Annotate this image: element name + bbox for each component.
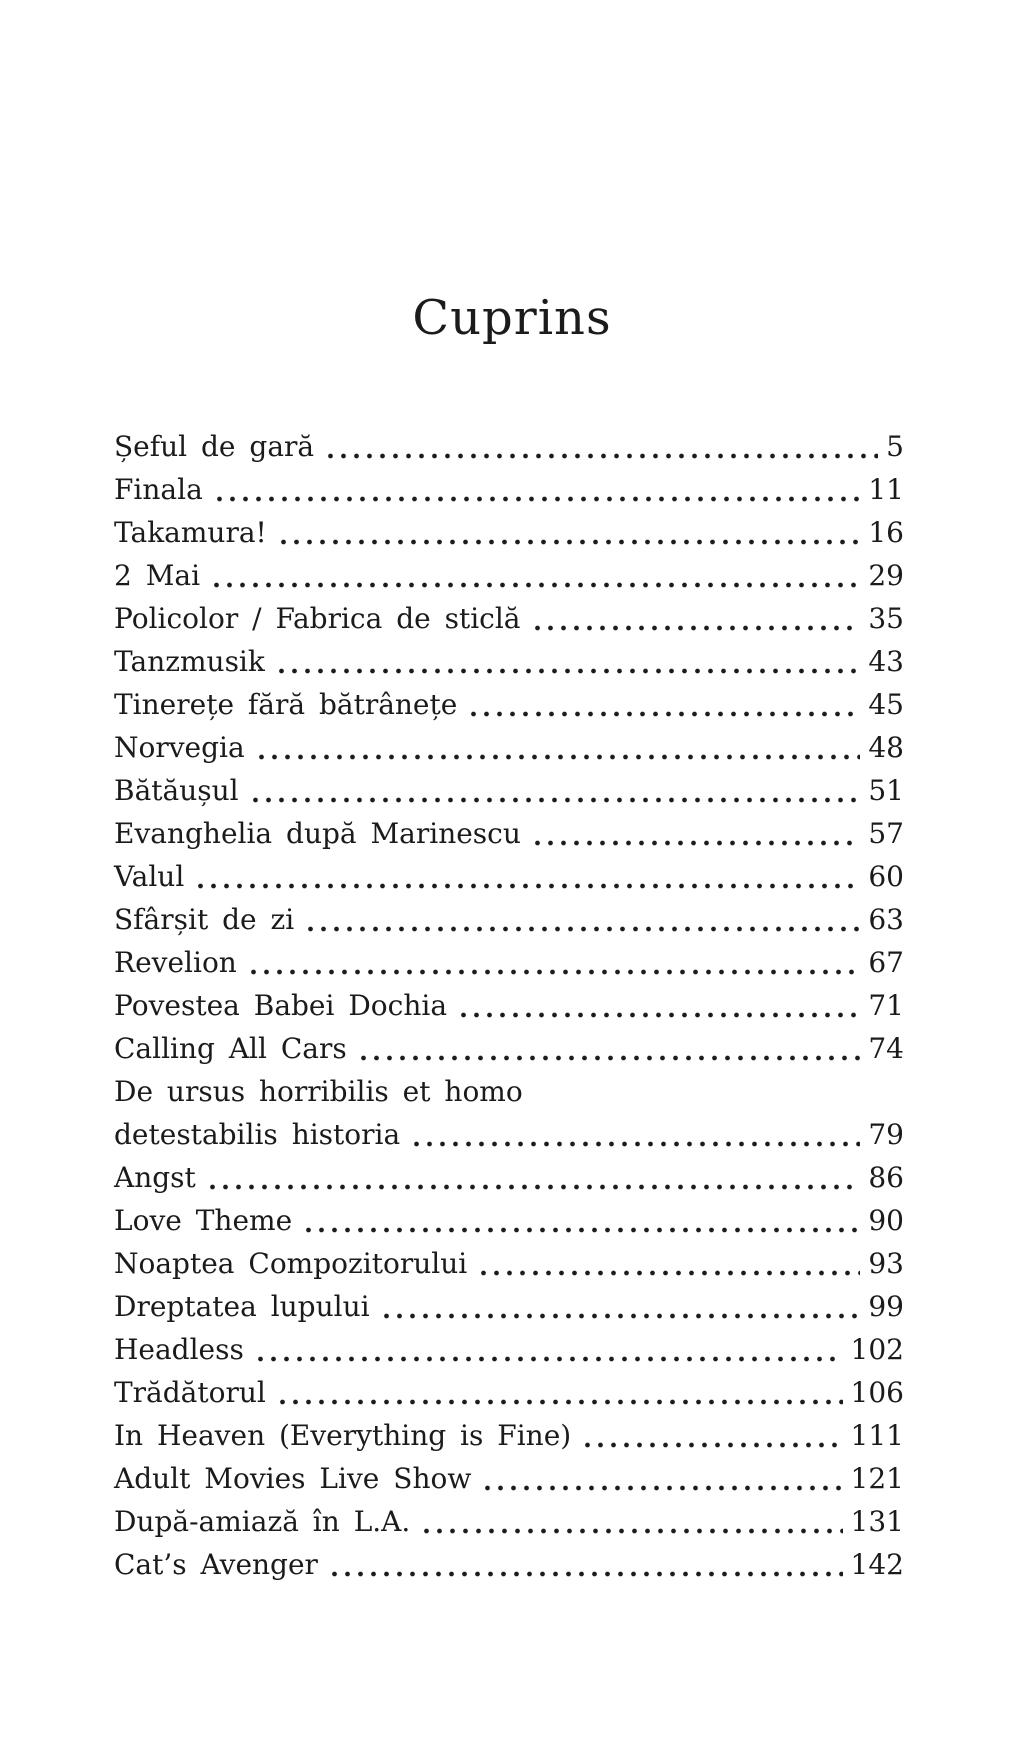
toc-entry-page-number: 74 bbox=[868, 1031, 904, 1065]
toc-entry-title: Adult Movies Live Show bbox=[114, 1461, 472, 1495]
toc-entry bbox=[114, 468, 904, 511]
toc-entry-title: Angst bbox=[114, 1160, 196, 1194]
dotted-leader bbox=[302, 1227, 860, 1233]
toc-entry-title: Evanghelia după Marinescu bbox=[114, 816, 521, 850]
toc-entry-title: Cat’s Avenger bbox=[114, 1547, 318, 1581]
dotted-leader bbox=[531, 625, 861, 631]
toc-entry-title: 2 Mai bbox=[114, 558, 201, 592]
toc-entry-page-number: 60 bbox=[868, 859, 904, 893]
toc-entry bbox=[114, 1414, 904, 1457]
toc-entry-page-number: 102 bbox=[850, 1332, 904, 1366]
toc-entry-title: Love Theme bbox=[114, 1203, 293, 1237]
toc-entry bbox=[114, 1457, 904, 1500]
toc-entry-title: Tinerețe fără bătrânețe bbox=[114, 687, 458, 721]
toc-entry bbox=[114, 855, 904, 898]
toc-entry-title: Tanzmusik bbox=[114, 644, 265, 678]
toc-entry-title: Șeful de gară bbox=[114, 429, 315, 463]
toc-entry-page-number: 111 bbox=[850, 1418, 904, 1452]
toc-entry-page-number: 99 bbox=[868, 1289, 904, 1323]
toc-entry-title: In Heaven (Everything is Fine) bbox=[114, 1418, 572, 1452]
toc-entry-title: Revelion bbox=[114, 945, 237, 979]
dotted-leader bbox=[247, 969, 861, 975]
dotted-leader bbox=[457, 1012, 860, 1018]
dotted-leader bbox=[410, 1141, 860, 1147]
dotted-leader bbox=[477, 1270, 860, 1276]
dotted-leader bbox=[328, 1571, 843, 1577]
toc-entry-page-number: 79 bbox=[868, 1117, 904, 1151]
toc-entry-title: Calling All Cars bbox=[114, 1031, 347, 1065]
toc-entry bbox=[114, 425, 904, 468]
toc-entry bbox=[114, 984, 904, 1027]
toc-entry-page-number: 51 bbox=[868, 773, 904, 807]
toc-entry-page-number: 90 bbox=[868, 1203, 904, 1237]
dotted-leader bbox=[531, 840, 860, 846]
toc-entry-page-number: 11 bbox=[868, 472, 904, 506]
dotted-leader bbox=[276, 1399, 843, 1405]
toc-entry-title: Takamura! bbox=[114, 515, 267, 549]
toc-entry bbox=[114, 1027, 904, 1070]
toc-entry-page-number: 67 bbox=[868, 945, 904, 979]
toc-entry-page-number: 86 bbox=[868, 1160, 904, 1194]
dotted-leader bbox=[255, 754, 861, 760]
toc-entry-page-number: 131 bbox=[850, 1504, 904, 1538]
toc-entry bbox=[114, 511, 904, 554]
toc-entry bbox=[114, 1199, 904, 1242]
toc-entry-title: Norvegia bbox=[114, 730, 245, 764]
toc-entry bbox=[114, 554, 904, 597]
toc-entry-page-number: 43 bbox=[868, 644, 904, 678]
toc-entry bbox=[114, 1285, 904, 1328]
toc-entry-page-number: 71 bbox=[868, 988, 904, 1022]
toc-entry-page-number: 93 bbox=[868, 1246, 904, 1280]
dotted-leader bbox=[249, 797, 861, 803]
toc-entry-title: Noaptea Compozitorului bbox=[114, 1246, 468, 1280]
toc-entry-page-number: 57 bbox=[868, 816, 904, 850]
toc-entry-title: detestabilis historia bbox=[114, 1117, 401, 1151]
toc-entry bbox=[114, 941, 904, 984]
toc-entry bbox=[114, 597, 904, 640]
toc-entry bbox=[114, 683, 904, 726]
toc-entry bbox=[114, 1543, 904, 1586]
toc-entry-page-number: 63 bbox=[868, 902, 904, 936]
dotted-leader bbox=[210, 582, 860, 588]
toc-entry bbox=[114, 1113, 904, 1156]
toc-entry bbox=[114, 1328, 904, 1371]
toc-entry-title: După-amiază în L.A. bbox=[114, 1504, 411, 1538]
dotted-leader bbox=[275, 668, 861, 674]
toc-entry-page-number: 48 bbox=[868, 730, 904, 764]
toc-entry-page-number: 29 bbox=[868, 558, 904, 592]
toc-entry bbox=[114, 769, 904, 812]
dotted-leader bbox=[206, 1184, 861, 1190]
toc-entry bbox=[114, 1242, 904, 1285]
toc-entry-page-number: 45 bbox=[868, 687, 904, 721]
dotted-leader bbox=[277, 539, 861, 545]
toc-entry-title: Dreptatea lupului bbox=[114, 1289, 370, 1323]
toc-entry bbox=[114, 1500, 904, 1543]
toc-entry bbox=[114, 812, 904, 855]
dotted-leader bbox=[481, 1485, 842, 1491]
toc-entry bbox=[114, 1156, 904, 1199]
toc-entry-title: Valul bbox=[114, 859, 185, 893]
toc-entry-page-number: 35 bbox=[868, 601, 904, 635]
toc-entry-title: Sfârșit de zi bbox=[114, 902, 295, 936]
dotted-leader bbox=[581, 1442, 842, 1448]
dotted-leader bbox=[380, 1313, 861, 1319]
dotted-leader bbox=[254, 1356, 843, 1362]
dotted-leader bbox=[213, 496, 861, 502]
dotted-leader bbox=[324, 453, 878, 459]
toc-entry-page-number: 106 bbox=[850, 1375, 904, 1409]
toc-entry-page-number: 5 bbox=[886, 429, 904, 463]
toc-entry-title: Povestea Babei Dochia bbox=[114, 988, 448, 1022]
page-title: Cuprins bbox=[412, 290, 612, 346]
toc-entry-title: Trădătorul bbox=[114, 1375, 266, 1409]
toc-entry-page-number: 142 bbox=[850, 1547, 904, 1581]
dotted-leader bbox=[304, 926, 860, 932]
toc-entry bbox=[114, 1371, 904, 1414]
dotted-leader bbox=[357, 1055, 861, 1061]
toc-entry bbox=[114, 726, 904, 769]
dotted-leader bbox=[467, 711, 860, 717]
toc-entry-page-number: 16 bbox=[868, 515, 904, 549]
dotted-leader bbox=[194, 883, 860, 889]
toc-entry bbox=[114, 1070, 904, 1113]
dotted-leader bbox=[420, 1528, 842, 1534]
toc-entry-title: De ursus horribilis et homo bbox=[114, 1074, 523, 1108]
toc-entry bbox=[114, 640, 904, 683]
toc-entry-title: Bătăușul bbox=[114, 773, 239, 807]
toc-entry-title: Finala bbox=[114, 472, 203, 506]
toc-entry bbox=[114, 898, 904, 941]
toc-list bbox=[114, 425, 904, 1586]
toc-entry-page-number: 121 bbox=[850, 1461, 904, 1495]
toc-entry-title: Headless bbox=[114, 1332, 244, 1366]
toc-entry-title: Policolor / Fabrica de sticlă bbox=[114, 601, 521, 635]
